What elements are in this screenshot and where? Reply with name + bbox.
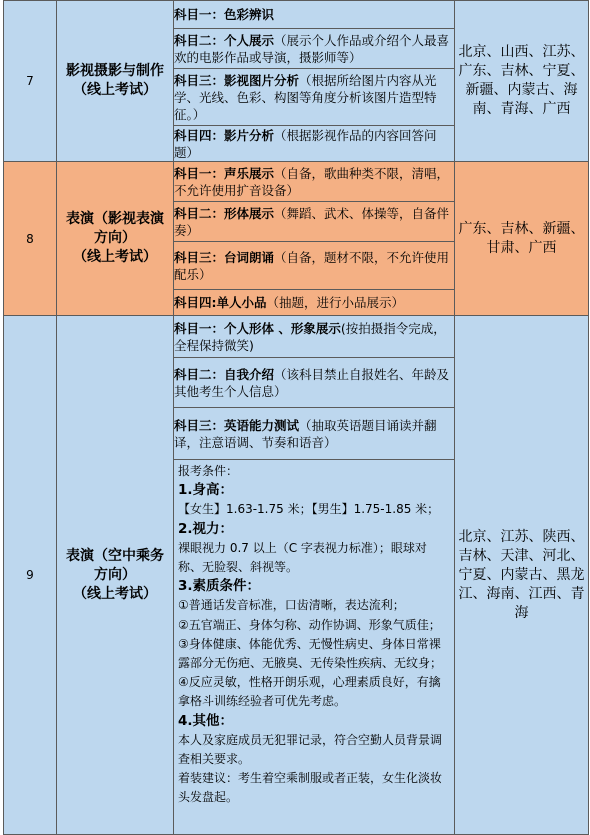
height-text: 【女生】1.63-1.75 米；【男生】1.75-1.85 米； — [178, 502, 440, 517]
subject-label: 科目三：影视图片分析 — [174, 72, 300, 88]
subject-desc: （抽题，进行小品展示） — [266, 295, 405, 310]
subject-label: 科目四:单人小品 — [174, 295, 267, 310]
subject-cell — [174, 162, 455, 202]
subject-desc: （自备，歌曲种类不限，清唱，不允许使用扩音设备） — [174, 165, 450, 198]
table-row — [4, 1, 589, 29]
requirements-cell — [174, 460, 455, 835]
subject-desc: （舞蹈、武术、体操等，自备伴奏） — [174, 205, 450, 238]
row-number: 9 — [4, 316, 57, 835]
subject-label: 科目二：个人展示 — [174, 32, 275, 48]
vision-text: 裸眼视力 0.7 以上（C 字表视力标准）；眼球对称、无脸裂、斜视等。 — [178, 540, 427, 575]
subject-cell — [174, 408, 455, 460]
program-name — [57, 162, 174, 316]
subject-desc: （该科目禁止自报姓名、年龄及其他考生个人信息） — [174, 366, 450, 399]
row-number: 7 — [4, 1, 57, 162]
provinces: 北京、江苏、陕西、吉林、天津、河北、宁夏、内蒙古、黑龙江、海南、江西、青海 — [455, 316, 589, 835]
quality-item: ②五官端正、身体匀称、动作协调、形象气质佳； — [178, 617, 441, 632]
subject-cell — [174, 290, 455, 316]
subject-label: 科目一：色彩辨识 — [174, 7, 275, 22]
subject-label: 科目二：自我介绍 — [174, 366, 275, 382]
quality-item: ④反应灵敏，性格开朗乐观，心理素质良好，有擒拿格斗训练经验者可优先考虑。 — [178, 675, 441, 709]
subject-cell — [174, 358, 455, 408]
program-line: （线上考试） — [73, 82, 157, 98]
subject-label: 科目二：形体展示 — [174, 205, 275, 221]
subject-cell — [174, 242, 455, 290]
program-line: 方向） — [94, 566, 136, 583]
subject-desc: （自备，题材不限，不允许使用配乐） — [174, 249, 450, 282]
row-number: 8 — [4, 162, 57, 316]
provinces: 广东、吉林、新疆、甘肃、广西 — [455, 162, 589, 316]
subject-cell — [174, 202, 455, 242]
table-row — [4, 316, 589, 358]
program-name — [57, 1, 174, 162]
other-title: 4.其他： — [178, 712, 234, 729]
subject-cell — [174, 29, 455, 69]
subject-desc: （抽取英语题目诵读并翻译，注意语调、节奏和语音） — [174, 417, 437, 450]
quality-item: ①普通话发音标准，口齿清晰，表达流利； — [178, 598, 405, 613]
program-name — [57, 316, 174, 835]
subject-cell — [174, 69, 455, 126]
exam-subjects-table — [3, 0, 589, 835]
subject-desc: (按拍摄指令完成，全程保持微笑) — [174, 320, 446, 353]
quality-title: 3.素质条件： — [178, 578, 261, 595]
subject-cell — [174, 126, 455, 162]
program-line: 方向） — [94, 230, 136, 246]
height-title: 1.身高： — [178, 482, 234, 499]
program-line: （线上考试） — [73, 585, 157, 602]
subject-label: 科目三：英语能力测试 — [174, 417, 300, 433]
subject-label: 科目四：影片分析 — [174, 127, 275, 143]
subject-desc: （根据影视作品的内容回答问题） — [174, 127, 437, 160]
requirements-intro: 报考条件： — [178, 464, 239, 478]
vision-title: 2.视力： — [178, 520, 234, 537]
subject-desc: （根据所给图片内容从光学、光线、色彩、构图等角度分析该图片造型特征。） — [174, 72, 437, 122]
program-line: （线上考试） — [73, 249, 157, 265]
subject-cell — [174, 316, 455, 358]
subject-label: 科目一：个人形体 、形象展示 — [174, 320, 341, 336]
subject-label: 科目三：台词朗诵 — [174, 249, 275, 265]
program-line: 表演（空中乘务 — [66, 547, 164, 564]
other-item: 本人及家庭成员无犯罪记录，符合空勤人员背景调查相关要求。 — [178, 732, 443, 767]
subject-desc: （展示个人作品或介绍个人最喜欢的电影作品或导演，摄影师等） — [174, 32, 450, 65]
subject-cell — [174, 1, 455, 29]
other-item: 着装建议：考生着空乘制服或者正装，女生化淡妆头发盘起。 — [178, 771, 443, 805]
program-line: 表演（影视表演 — [66, 211, 164, 227]
provinces: 北京、山西、江苏、广东、吉林、宁夏、新疆、内蒙古、海南、青海、广西 — [455, 1, 589, 162]
subject-label: 科目一：声乐展示 — [174, 165, 275, 181]
program-line: 影视摄影与制作 — [66, 63, 164, 79]
table-row — [4, 162, 589, 202]
quality-item: ③身体健康、体能优秀、无慢性病史、身体日常裸露部分无伤疤、无腋臭、无传染性疾病、无纹身； — [178, 636, 443, 671]
